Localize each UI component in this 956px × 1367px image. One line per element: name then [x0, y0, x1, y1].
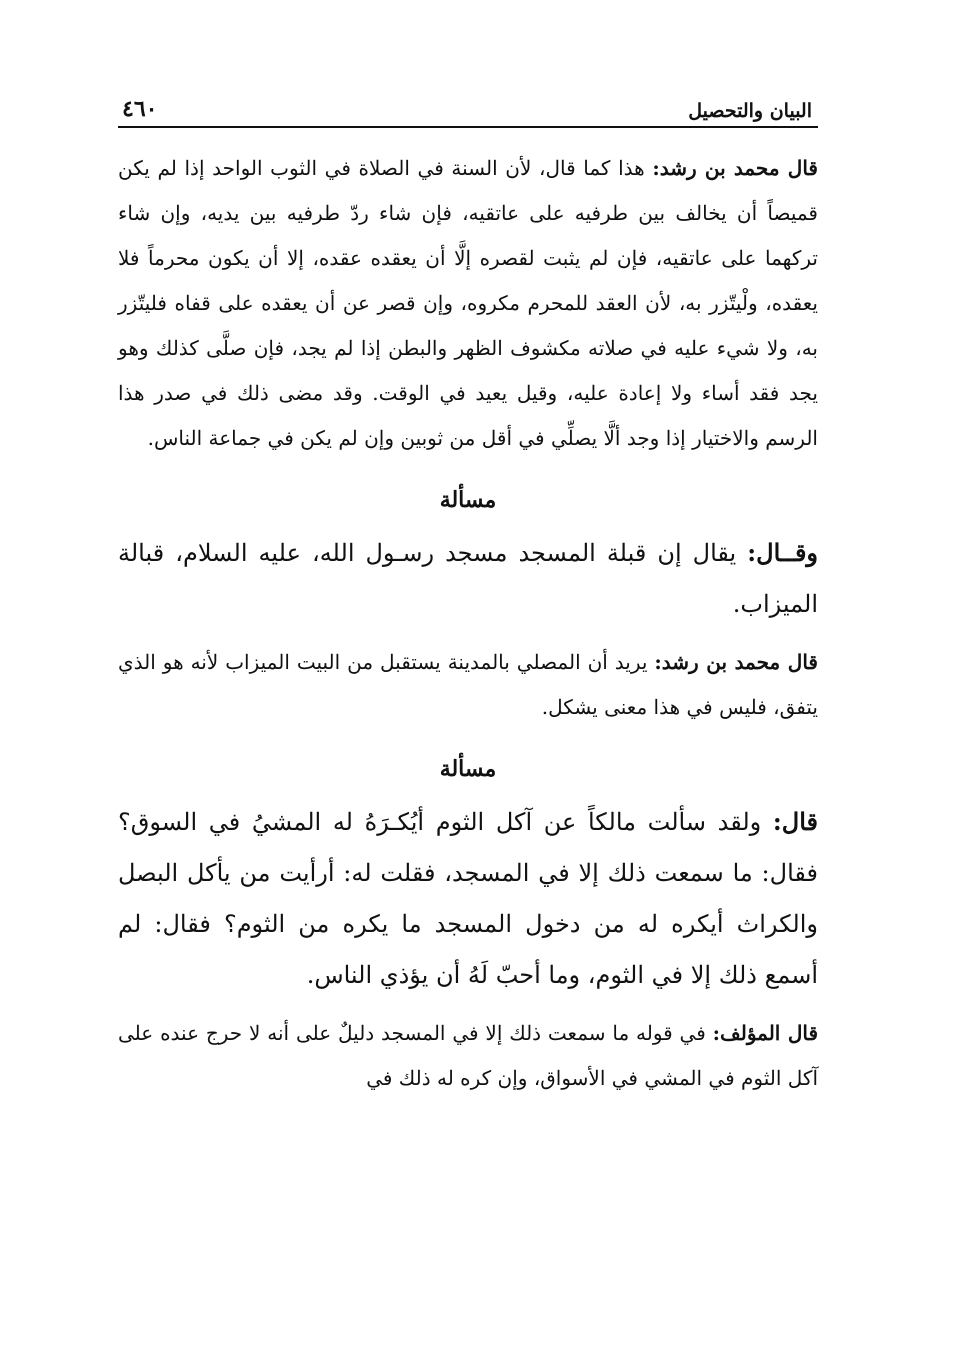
section-heading: مسألة	[439, 756, 497, 782]
running-title: البيان والتحصيل	[688, 100, 812, 122]
paragraph-text: هذا كما قال، لأن السنة في الصلاة في الثوب الواحد إذا لم يكن قميصاً أن يخالف بين طرفيه على عاتقيه، فإن شاء ردّ طرفيه بين يديه، وإن شاء تركهما على عاتقيه، فإن لم يثبت لقصره إلَّا أن يعقده عقده، إلا أن يكون محرماً فلا يعقده، ولْيتّزر به، لأن العقد للمحرم مكروه، وإن قصر عن أن يعقده على قفاه فليتّزر به، ولا شيء عليه في صلاته مكشوف الظهر والبطن إذا لم يجد، فإن صلَّى كذلك وهو يجد فقد أساء ولا إعادة عليه، وقيل يعيد في الوقت. وقد مضى ذلك في صدر هذا الرسم والاختيار إذا وجد ألَّا يصلِّي في أقل من ثوبين وإن لم يكن في جماعة الناس.	[118, 156, 818, 450]
paragraph-garlic	[118, 796, 818, 1001]
page-body	[118, 146, 818, 1101]
paragraph-text: يقال إن قبلة المسجد مسجد رسـول الله، عليه السلام، قبالة الميزاب.	[118, 539, 818, 618]
paragraph-text: ولقد سألت مالكاً عن آكل الثوم أيُكـرَهُ له المشيُ في السوق؟ فقال: ما سمعت ذلك إلا في المسجد، فقلت له: أرأيت من يأكل البصل والكراث أيكره له من دخول المسجد ما يكره من الثوم؟ فقال: لم أسمع ذلك إلا في الثوم، وما أحبّ لَهُ أن يؤذي الناس.	[118, 808, 818, 989]
paragraph-qiblah	[118, 527, 818, 630]
speaker-label: قال محمد بن رشد:	[652, 156, 818, 180]
paragraph-text: يريد أن المصلي بالمدينة يستقبل من البيت الميزاب لأنه هو الذي يتفق، فليس في هذا معنى يشكل.	[118, 650, 818, 719]
speaker-label: قال محمد بن رشد:	[654, 650, 818, 674]
paragraph-author	[118, 1011, 818, 1101]
speaker-label: قال:	[772, 807, 818, 836]
page-number: ٤٦٠	[122, 96, 158, 122]
section-heading: مسألة	[439, 487, 497, 513]
speaker-label: قال المؤلف:	[712, 1021, 818, 1045]
paragraph-ibn-rushd-1	[118, 146, 818, 461]
speaker-label: وقــال:	[747, 538, 818, 567]
book-page	[118, 88, 818, 1101]
paragraph-ibn-rushd-2	[118, 640, 818, 730]
paragraph-text: في قوله ما سمعت ذلك إلا في المسجد دليلٌ على أنه لا حرج عنده على آكل الثوم في المشي في الأسواق، وإن كره له ذلك في	[118, 1021, 818, 1090]
page-header	[118, 88, 818, 128]
